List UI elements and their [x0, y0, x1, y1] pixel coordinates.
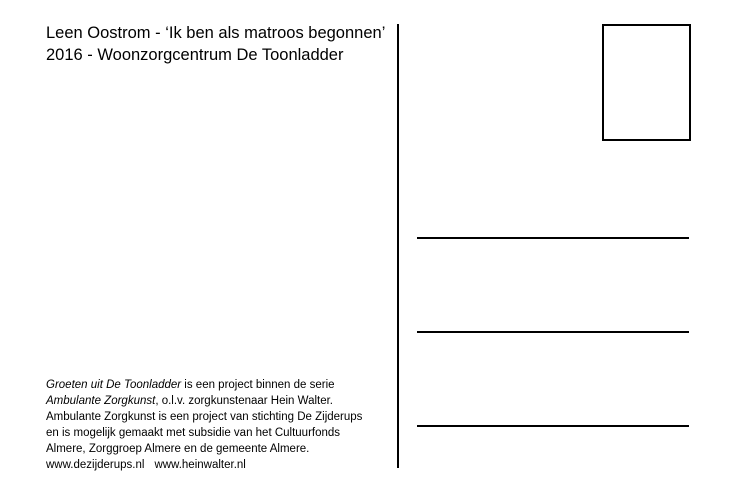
credits-row-1	[46, 377, 362, 393]
link-dezijderups[interactable]: www.dezijderups.nl	[46, 459, 145, 471]
project-name: Groeten uit De Toonladder	[46, 379, 182, 391]
credits-row-2	[46, 393, 362, 409]
credits-text	[46, 377, 362, 473]
credits-row-3: Ambulante Zorgkunst is een project van stichting De Zijderups	[46, 411, 363, 423]
postcard-title	[46, 22, 385, 66]
stamp-box	[602, 24, 691, 141]
credits-links	[46, 457, 362, 473]
address-line-1	[417, 237, 689, 239]
credits-row-4: en is mogelijk gemaakt met subsidie van het Cultuurfonds	[46, 427, 341, 439]
credits-row-2-rest: , o.l.v. zorgkunstenaar Hein Walter.	[155, 395, 334, 407]
series-name: Ambulante Zorgkunst	[46, 395, 156, 407]
title-line-2: 2016 - Woonzorgcentrum De Toonladder	[46, 46, 344, 64]
title-line-1: Leen Oostrom - ‘Ik ben als matroos begonnen’	[46, 24, 386, 42]
credits-row-1-rest: is een project binnen de serie	[181, 379, 335, 391]
address-line-2	[417, 331, 689, 333]
link-heinwalter[interactable]: www.heinwalter.nl	[154, 459, 246, 471]
center-divider	[397, 24, 399, 468]
address-line-3	[417, 425, 689, 427]
credits-row-5: Almere, Zorggroep Almere en de gemeente Almere.	[46, 443, 310, 455]
